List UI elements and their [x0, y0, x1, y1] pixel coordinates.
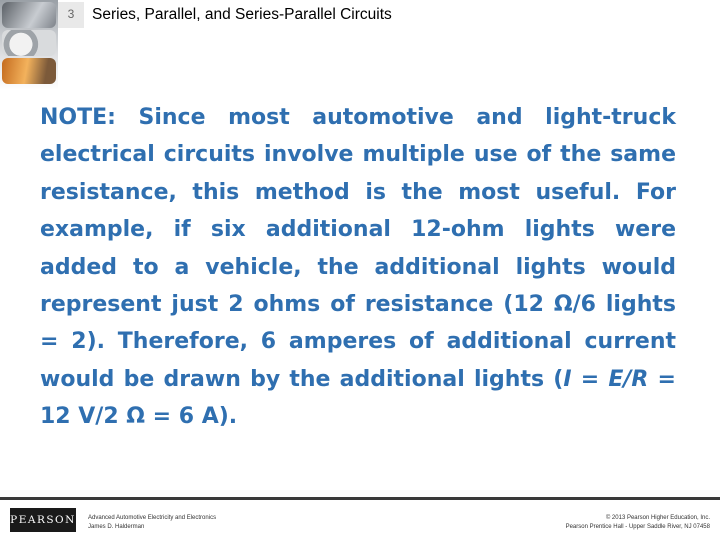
car-photo-top: [2, 2, 56, 28]
footer-book-info: [88, 514, 216, 531]
note-text-2: =: [571, 366, 609, 392]
footer-copyright-info: [566, 514, 710, 531]
footer-divider: [0, 497, 720, 500]
header-image-strip: [0, 0, 58, 90]
footer-publisher: Pearson Prentice Hall - Upper Saddle River, NJ 07458: [565, 523, 710, 530]
wheel-photo: [2, 30, 56, 56]
footer-author: James D. Halderman: [88, 523, 145, 530]
note-var-er: E/R: [608, 366, 649, 392]
slide-number: 3: [58, 2, 84, 28]
footer-book-title: Advanced Automotive Electricity and Electronics: [88, 515, 217, 521]
slide-title: Series, Parallel, and Series-Parallel Circuits: [92, 6, 392, 23]
footer-copyright: © 2013 Pearson Higher Education, Inc.: [605, 515, 710, 521]
pearson-logo: PEARSON: [10, 508, 76, 532]
car-photo-bottom: [2, 58, 56, 84]
note-text-1: NOTE: Since most automotive and light-truck electrical circuits involve multiple use of the same resistance, this method is the most useful. For example, if six additional 12-ohm lights were added to a vehicle, the additional lights would represent just 2 ohms of resistance (12 Ω/6 lights = 2). Therefore, 6 amperes of additional current would be drawn by the additional lights (: [40, 105, 676, 392]
note-text-3: = 12 V/2 Ω = 6 A).: [40, 366, 676, 430]
note-paragraph: [40, 99, 676, 436]
note-var-i: I: [563, 366, 572, 392]
